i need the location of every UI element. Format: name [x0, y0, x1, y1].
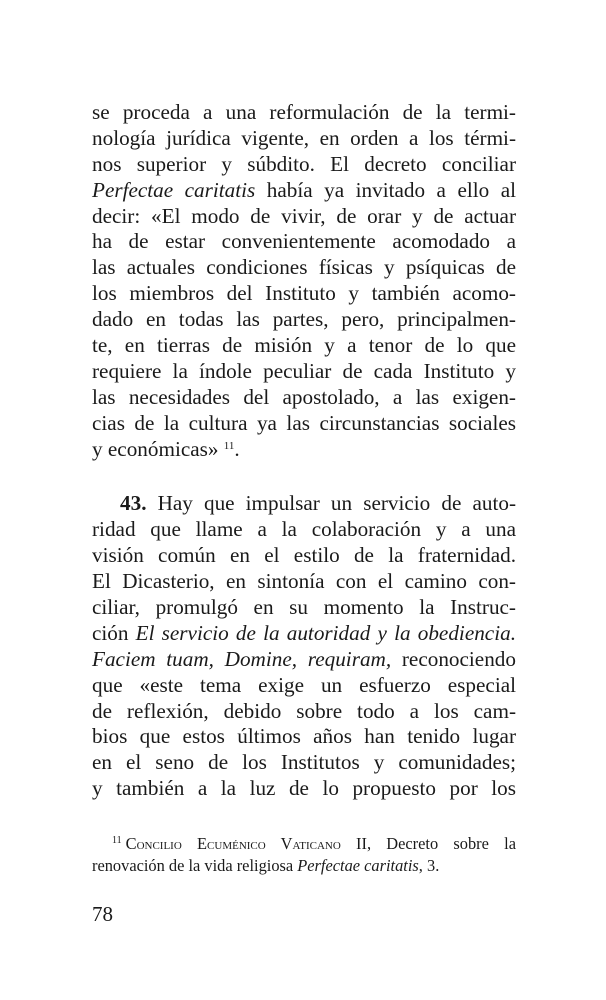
text-line: requiere la índole peculiar de cada Instituto y — [92, 358, 516, 383]
text-line: decir: «El modo de vivir, de orar y de actuar — [92, 203, 516, 228]
text-run: , Decreto sobre la — [366, 834, 516, 853]
text-line — [92, 178, 516, 204]
page-body — [92, 100, 516, 802]
text-line: bios que estos últimos años han tenido lugar — [92, 724, 516, 749]
footnote-number: 11 — [112, 835, 122, 846]
text-line: y también a la luz de lo propuesto por los — [92, 776, 516, 801]
italic-title: Faciem tuam, Domine, requiram, — [92, 646, 392, 671]
text-line: se proceda a una reformulación de la termi- — [92, 100, 516, 124]
text-line — [92, 621, 516, 647]
text-line: te, en tierras de misión y a tenor de lo que — [92, 333, 516, 358]
text-line: El Dicasterio, en sintonía con el camino con- — [92, 569, 516, 594]
text-run: y económicas» — [92, 436, 224, 461]
text-line: nología jurídica vigente, en orden a los térmi- — [92, 125, 516, 150]
text-run: ción — [92, 620, 136, 645]
text-run: Hay que impulsar un servicio de auto- — [146, 491, 516, 516]
italic-title: El servicio de la autoridad y la obediencia. — [135, 620, 516, 645]
text-line: que «este tema exige un esfuerzo especial — [92, 672, 516, 697]
paragraph-continuation — [92, 100, 516, 462]
text-line: en el seno de los Institutos y comunidades; — [92, 750, 516, 775]
footnote-reference: 11 — [223, 439, 235, 452]
footnote — [92, 833, 516, 876]
footnote-line — [92, 833, 516, 855]
text-line: las necesidades del apostolado, a las exigen- — [92, 384, 516, 409]
text-run: , 3. — [418, 855, 440, 875]
text-line: las actuales condiciones físicas y psíquicas de — [92, 255, 516, 280]
text-run: había ya invitado a ello al — [255, 177, 516, 202]
text-line — [92, 437, 516, 463]
text-run: reconociendo — [391, 646, 516, 671]
paragraph-43 — [92, 491, 516, 802]
text-line — [92, 491, 516, 517]
italic-title: Perfectae caritatis — [297, 855, 419, 875]
text-line: cias de la cultura ya las circunstancias sociales — [92, 410, 516, 435]
paragraph-number: 43. — [120, 491, 147, 516]
text-line: ciliar, promulgó en su momento la Instruc- — [92, 595, 516, 620]
text-line: los miembros del Instituto y también acomo- — [92, 281, 516, 306]
italic-title: Perfectae caritatis — [92, 177, 256, 202]
text-line: ha de estar convenientemente acomodado a — [92, 229, 516, 254]
text-line: nos superior y súbdito. El decreto conciliar — [92, 151, 516, 176]
text-line: dado en todas las partes, pero, principalmen- — [92, 307, 516, 332]
footnote-line — [92, 855, 516, 877]
text-line: visión común en el estilo de la fraternidad. — [92, 543, 516, 568]
text-run: renovación de la vida religiosa — [92, 855, 298, 875]
footnote-author: Concilio Ecuménico Vaticano II — [125, 834, 367, 853]
page-number: 78 — [92, 902, 113, 926]
text-line — [92, 647, 516, 673]
text-line: de reflexión, debido sobre todo a los cam- — [92, 698, 516, 723]
text-run: . — [234, 436, 240, 461]
text-line: ridad que llame a la colaboración y a una — [92, 517, 516, 542]
